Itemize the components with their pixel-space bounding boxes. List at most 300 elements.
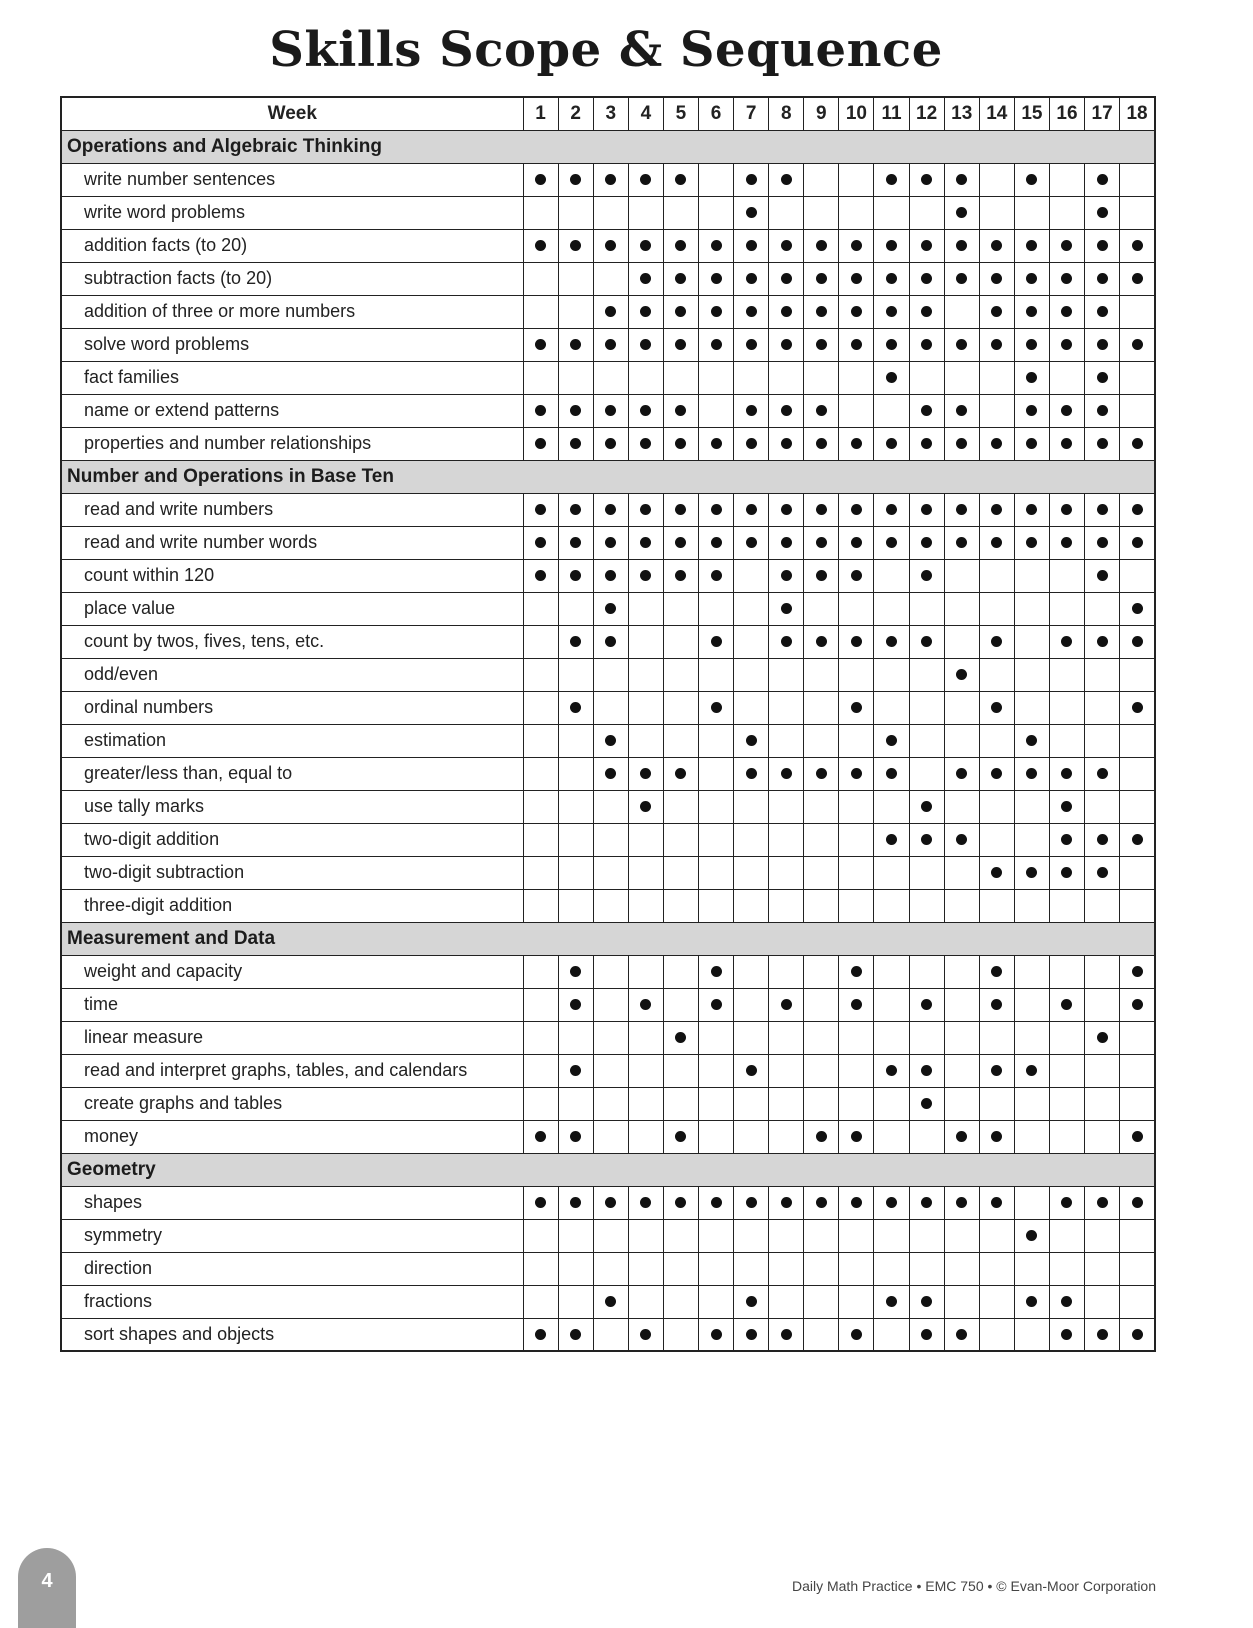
week-cell [944,493,979,526]
week-cell [909,1021,944,1054]
coverage-dot-icon [886,834,897,845]
week-cell [593,1087,628,1120]
coverage-dot-icon [1132,273,1143,284]
week-cell [769,988,804,1021]
week-cell [1014,526,1049,559]
week-cell [874,493,909,526]
week-cell [839,790,874,823]
week-cell [663,427,698,460]
coverage-dot-icon [570,570,581,581]
week-cell [628,1318,663,1351]
week-cell [874,823,909,856]
week-cell [1014,691,1049,724]
week-cell [769,823,804,856]
week-cell [663,295,698,328]
coverage-dot-icon [1061,1197,1072,1208]
week-number-header: 9 [804,97,839,130]
coverage-dot-icon [921,306,932,317]
week-cell [699,526,734,559]
week-cell [628,427,663,460]
week-cell [944,328,979,361]
coverage-dot-icon [535,570,546,581]
coverage-dot-icon [675,306,686,317]
week-cell [558,856,593,889]
coverage-dot-icon [746,405,757,416]
coverage-dot-icon [711,240,722,251]
week-cell [1120,1087,1155,1120]
week-cell [663,889,698,922]
week-cell [1120,196,1155,229]
week-cell [909,1318,944,1351]
coverage-dot-icon [1097,504,1108,515]
coverage-dot-icon [781,273,792,284]
week-cell [979,493,1014,526]
skill-row [61,1285,1155,1318]
week-cell [523,394,558,427]
week-cell [944,1054,979,1087]
coverage-dot-icon [886,1197,897,1208]
skill-label: place value [61,592,523,625]
week-cell [1049,1318,1084,1351]
week-cell [699,691,734,724]
skill-row [61,1186,1155,1219]
coverage-dot-icon [675,273,686,284]
skill-row [61,1054,1155,1087]
week-cell [769,757,804,790]
coverage-dot-icon [956,240,967,251]
week-cell [1120,229,1155,262]
week-cell [1085,724,1120,757]
week-cell [1014,1285,1049,1318]
coverage-dot-icon [1097,240,1108,251]
week-cell [944,592,979,625]
section-header-row [61,130,1155,163]
coverage-dot-icon [816,537,827,548]
week-cell [734,790,769,823]
week-cell [874,196,909,229]
week-cell [523,1186,558,1219]
coverage-dot-icon [1061,834,1072,845]
week-cell [874,295,909,328]
coverage-dot-icon [1097,636,1108,647]
week-cell [909,1252,944,1285]
coverage-dot-icon [1026,768,1037,779]
coverage-dot-icon [1132,438,1143,449]
week-cell [804,559,839,592]
coverage-dot-icon [711,537,722,548]
week-cell [699,790,734,823]
week-cell [874,1054,909,1087]
week-number-header: 3 [593,97,628,130]
week-cell [804,295,839,328]
week-cell [1014,1054,1049,1087]
week-cell [909,328,944,361]
week-cell [1014,295,1049,328]
week-cell [1014,592,1049,625]
week-cell [628,526,663,559]
week-cell [769,790,804,823]
week-cell [1085,493,1120,526]
coverage-dot-icon [1132,504,1143,515]
coverage-dot-icon [570,1329,581,1340]
week-cell [558,1318,593,1351]
coverage-dot-icon [1061,867,1072,878]
week-cell [628,658,663,691]
week-cell [558,658,593,691]
week-cell [558,625,593,658]
coverage-dot-icon [711,999,722,1010]
week-cell [804,592,839,625]
skill-row [61,328,1155,361]
week-number-header: 1 [523,97,558,130]
coverage-dot-icon [956,1131,967,1142]
week-cell [699,1021,734,1054]
week-cell [558,559,593,592]
coverage-dot-icon [1097,306,1108,317]
coverage-dot-icon [1097,1329,1108,1340]
table-body [61,130,1155,1351]
week-cell [1085,1219,1120,1252]
week-cell [1049,559,1084,592]
coverage-dot-icon [640,273,651,284]
section-header-row [61,922,1155,955]
week-cell [804,361,839,394]
coverage-dot-icon [640,570,651,581]
coverage-dot-icon [1097,834,1108,845]
week-cell [558,955,593,988]
coverage-dot-icon [605,174,616,185]
week-cell [1049,790,1084,823]
coverage-dot-icon [921,405,932,416]
week-cell [804,262,839,295]
week-cell [558,1021,593,1054]
week-cell [979,1318,1014,1351]
week-cell [663,724,698,757]
week-cell [1014,988,1049,1021]
coverage-dot-icon [1097,768,1108,779]
week-cell [944,559,979,592]
week-cell [874,262,909,295]
coverage-dot-icon [1097,273,1108,284]
week-cell [769,328,804,361]
week-cell [1014,658,1049,691]
week-cell [909,658,944,691]
week-cell [909,229,944,262]
week-cell [663,1054,698,1087]
coverage-dot-icon [1132,702,1143,713]
week-cell [804,394,839,427]
skill-row [61,229,1155,262]
week-cell [1085,625,1120,658]
coverage-dot-icon [711,1197,722,1208]
week-cell [1049,757,1084,790]
week-cell [1085,1120,1120,1153]
coverage-dot-icon [605,405,616,416]
week-cell [839,658,874,691]
week-number-header: 12 [909,97,944,130]
coverage-dot-icon [991,537,1002,548]
coverage-dot-icon [570,240,581,251]
week-cell [628,1252,663,1285]
skill-row [61,1087,1155,1120]
week-cell [769,658,804,691]
coverage-dot-icon [1061,240,1072,251]
week-cell [558,724,593,757]
skill-label: three-digit addition [61,889,523,922]
week-cell [523,526,558,559]
week-cell [944,1285,979,1318]
week-cell [593,691,628,724]
week-cell [699,1252,734,1285]
week-cell [558,1285,593,1318]
week-cell [699,658,734,691]
week-cell [909,592,944,625]
coverage-dot-icon [921,1197,932,1208]
coverage-dot-icon [921,273,932,284]
week-cell [839,427,874,460]
week-cell [909,196,944,229]
week-cell [1085,1087,1120,1120]
week-cell [699,1318,734,1351]
coverage-dot-icon [1061,438,1072,449]
week-cell [1120,790,1155,823]
coverage-dot-icon [1132,603,1143,614]
week-cell [804,658,839,691]
week-cell [839,757,874,790]
week-cell [628,262,663,295]
week-cell [1120,823,1155,856]
week-cell [1120,592,1155,625]
week-cell [874,625,909,658]
coverage-dot-icon [535,405,546,416]
week-cell [734,328,769,361]
week-cell [944,988,979,1021]
week-cell [1049,328,1084,361]
week-cell [979,658,1014,691]
week-cell [699,1186,734,1219]
week-cell [663,1252,698,1285]
week-cell [839,1252,874,1285]
week-cell [944,1318,979,1351]
coverage-dot-icon [781,438,792,449]
week-cell [699,988,734,1021]
week-cell [1120,724,1155,757]
coverage-dot-icon [956,504,967,515]
coverage-dot-icon [991,966,1002,977]
coverage-dot-icon [1026,504,1037,515]
coverage-dot-icon [1026,372,1037,383]
week-cell [874,328,909,361]
coverage-dot-icon [1061,1329,1072,1340]
week-cell [874,526,909,559]
week-cell [874,1285,909,1318]
week-cell [804,724,839,757]
week-cell [699,229,734,262]
week-cell [909,856,944,889]
coverage-dot-icon [851,1329,862,1340]
week-cell [909,988,944,1021]
week-cell [804,790,839,823]
week-cell [1049,691,1084,724]
week-cell [523,196,558,229]
week-cell [839,163,874,196]
skill-label: sort shapes and objects [61,1318,523,1351]
week-cell [523,229,558,262]
coverage-dot-icon [991,306,1002,317]
skill-label: read and interpret graphs, tables, and calendars [61,1054,523,1087]
coverage-dot-icon [781,405,792,416]
coverage-dot-icon [886,1296,897,1307]
coverage-dot-icon [1097,570,1108,581]
coverage-dot-icon [1026,240,1037,251]
week-cell [1120,856,1155,889]
week-cell [944,757,979,790]
week-cell [804,1219,839,1252]
week-cell [839,823,874,856]
week-cell [593,757,628,790]
week-cell [628,1219,663,1252]
week-cell [1014,1252,1049,1285]
week-cell [628,625,663,658]
week-cell [909,163,944,196]
week-cell [979,823,1014,856]
coverage-dot-icon [605,537,616,548]
week-cell [1049,1021,1084,1054]
week-cell [663,658,698,691]
week-cell [804,757,839,790]
coverage-dot-icon [1097,867,1108,878]
week-cell [734,295,769,328]
week-cell [979,1252,1014,1285]
week-cell [663,856,698,889]
section-header-row [61,460,1155,493]
week-cell [558,229,593,262]
week-cell [734,592,769,625]
skill-label: addition facts (to 20) [61,229,523,262]
week-cell [699,196,734,229]
coverage-dot-icon [921,240,932,251]
week-cell [663,328,698,361]
coverage-dot-icon [570,1197,581,1208]
week-cell [1049,493,1084,526]
coverage-dot-icon [1026,306,1037,317]
week-cell [523,361,558,394]
coverage-dot-icon [991,702,1002,713]
coverage-dot-icon [711,339,722,350]
week-cell [663,1087,698,1120]
week-cell [523,592,558,625]
week-cell [1085,163,1120,196]
coverage-dot-icon [570,636,581,647]
week-cell [909,1186,944,1219]
week-cell [734,361,769,394]
week-cell [663,526,698,559]
week-cell [1120,394,1155,427]
coverage-dot-icon [991,636,1002,647]
skill-label: greater/less than, equal to [61,757,523,790]
week-cell [699,1054,734,1087]
coverage-dot-icon [816,570,827,581]
coverage-dot-icon [956,537,967,548]
coverage-dot-icon [1026,1230,1037,1241]
week-cell [558,196,593,229]
skill-row [61,1021,1155,1054]
week-cell [523,658,558,691]
week-cell [804,1120,839,1153]
week-cell [944,229,979,262]
week-cell [663,493,698,526]
week-cell [874,889,909,922]
coverage-dot-icon [781,1197,792,1208]
week-cell [523,427,558,460]
skill-label: solve word problems [61,328,523,361]
week-cell [909,691,944,724]
page-number-tab [18,1548,76,1628]
week-cell [979,196,1014,229]
week-cell [769,559,804,592]
week-cell [558,1054,593,1087]
coverage-dot-icon [675,339,686,350]
week-cell [1049,361,1084,394]
week-cell [1049,592,1084,625]
week-cell [979,889,1014,922]
week-number-header: 5 [663,97,698,130]
week-cell [593,328,628,361]
week-cell [804,1252,839,1285]
coverage-dot-icon [886,735,897,746]
week-cell [734,1021,769,1054]
skill-row [61,559,1155,592]
week-cell [1085,229,1120,262]
week-cell [1014,757,1049,790]
week-cell [663,196,698,229]
skill-label: shapes [61,1186,523,1219]
week-cell [874,427,909,460]
skill-label: write word problems [61,196,523,229]
week-cell [1014,889,1049,922]
week-cell [628,724,663,757]
coverage-dot-icon [675,438,686,449]
week-cell [523,1021,558,1054]
coverage-dot-icon [605,768,616,779]
week-cell [558,790,593,823]
week-cell [734,955,769,988]
coverage-dot-icon [605,240,616,251]
coverage-dot-icon [711,966,722,977]
coverage-dot-icon [1061,768,1072,779]
week-cell [699,757,734,790]
skill-row [61,658,1155,691]
coverage-dot-icon [1132,339,1143,350]
coverage-dot-icon [711,702,722,713]
week-cell [909,757,944,790]
skill-label: write number sentences [61,163,523,196]
week-cell [558,361,593,394]
week-cell [839,1186,874,1219]
skill-row [61,988,1155,1021]
coverage-dot-icon [781,603,792,614]
week-cell [944,295,979,328]
week-cell [1085,592,1120,625]
coverage-dot-icon [711,570,722,581]
week-cell [979,1087,1014,1120]
coverage-dot-icon [675,537,686,548]
week-cell [1085,658,1120,691]
week-cell [523,724,558,757]
week-cell [663,757,698,790]
week-cell [593,1318,628,1351]
week-cell [874,856,909,889]
